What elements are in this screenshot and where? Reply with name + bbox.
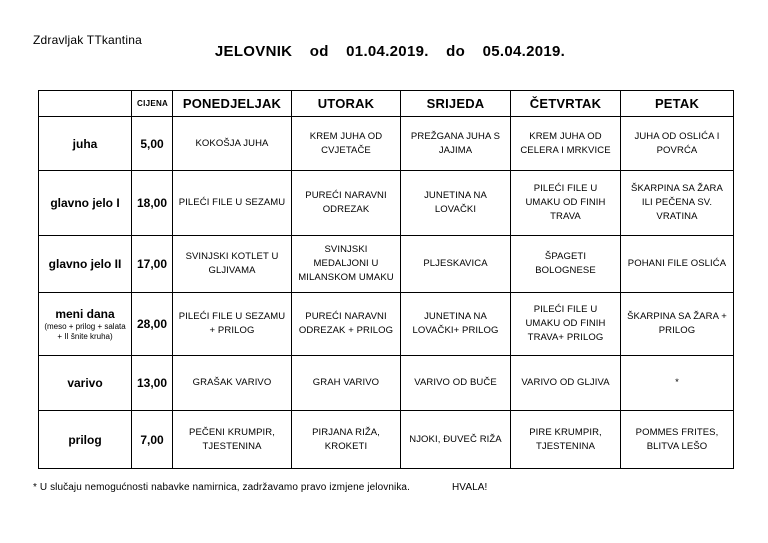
row-label: glavno jelo I <box>39 171 132 236</box>
row-sublabel: (meso + prilog + salata + II šnite kruha) <box>44 321 126 341</box>
column-header-srijeda: SRIJEDA <box>401 91 511 117</box>
dish-cell: GRAH VARIVO <box>292 356 401 411</box>
dish-cell: PILEĆI FILE U SEZAMU + PRILOG <box>173 293 292 356</box>
price-cell: 28,00 <box>132 293 173 356</box>
dish-cell: PIRE KRUMPIR, TJESTENINA <box>511 411 621 469</box>
dish-cell: PILEĆI FILE U UMAKU OD FINIH TRAVA+ PRILOG <box>511 293 621 356</box>
table-row-juha <box>39 117 734 171</box>
row-label-main: meni dana <box>55 306 115 321</box>
menu-table <box>38 90 734 469</box>
price-cell: 17,00 <box>132 236 173 293</box>
dish-cell: PUREĆI NARAVNI ODREZAK + PRILOG <box>292 293 401 356</box>
price-cell: 13,00 <box>132 356 173 411</box>
dish-cell: SVINJSKI KOTLET U GLJIVAMA <box>173 236 292 293</box>
dish-cell: ŠKARPINA SA ŽARA ILI PEČENA SV. VRATINA <box>621 171 734 236</box>
row-label <box>39 293 132 356</box>
footer-thanks-text: HVALA! <box>451 482 488 493</box>
price-cell: 18,00 <box>132 171 173 236</box>
column-header-cetvrtak: ČETVRTAK <box>511 91 621 117</box>
row-label: varivo <box>39 356 132 411</box>
dish-cell: PEČENI KRUMPIR, TJESTENINA <box>173 411 292 469</box>
dish-cell: PILEĆI FILE U UMAKU OD FINIH TRAVA <box>511 171 621 236</box>
table-row-varivo <box>39 356 734 411</box>
table-header-row <box>39 91 734 117</box>
dish-cell: JUHA OD OSLIĆA I POVRĆA <box>621 117 734 171</box>
dish-cell: PILEĆI FILE U SEZAMU <box>173 171 292 236</box>
dish-cell: PREŽGANA JUHA S JAJIMA <box>401 117 511 171</box>
dish-cell: JUNETINA NA LOVAČKI <box>401 171 511 236</box>
dish-cell: KREM JUHA OD CVJETAČE <box>292 117 401 171</box>
footer-note <box>33 482 487 493</box>
dish-cell: * <box>621 356 734 411</box>
dish-cell: SVINJSKI MEDALJONI U MILANSKOM UMAKU <box>292 236 401 293</box>
price-cell: 7,00 <box>132 411 173 469</box>
dish-cell: VARIVO OD GLJIVA <box>511 356 621 411</box>
dish-cell: JUNETINA NA LOVAČKI+ PRILOG <box>401 293 511 356</box>
price-cell: 5,00 <box>132 117 173 171</box>
dish-cell: NJOKI, ĐUVEČ RIŽA <box>401 411 511 469</box>
corner-cell <box>39 91 132 117</box>
dish-cell: VARIVO OD BUČE <box>401 356 511 411</box>
column-header-cijena: CIJENA <box>132 91 173 117</box>
table-row-prilog <box>39 411 734 469</box>
dish-cell: ŠKARPINA SA ŽARA + PRILOG <box>621 293 734 356</box>
dish-cell: POMMES FRITES, BLITVA LEŠO <box>621 411 734 469</box>
dish-cell: KOKOŠJA JUHA <box>173 117 292 171</box>
table-row-meni-dana <box>39 293 734 356</box>
page-title: JELOVNIK od 01.04.2019. do 05.04.2019. <box>214 43 566 60</box>
dish-cell: KREM JUHA OD CELERA I MRKVICE <box>511 117 621 171</box>
footer-disclaimer-text: * U slučaju nemogućnosti nabavke namirnica, zadržavamo pravo izmjene jelovnika. <box>33 482 410 493</box>
table-row-glavno-jelo-1 <box>39 171 734 236</box>
dish-cell: ŠPAGETI BOLOGNESE <box>511 236 621 293</box>
dish-cell: GRAŠAK VARIVO <box>173 356 292 411</box>
column-header-ponedjeljak: PONEDJELJAK <box>173 91 292 117</box>
row-label: glavno jelo II <box>39 236 132 293</box>
row-label: juha <box>39 117 132 171</box>
dish-cell: PUREĆI NARAVNI ODREZAK <box>292 171 401 236</box>
column-header-petak: PETAK <box>621 91 734 117</box>
dish-cell: PIRJANA RIŽA, KROKETI <box>292 411 401 469</box>
site-label: Zdravljak TTkantina <box>33 33 142 47</box>
dish-cell: PLJESKAVICA <box>401 236 511 293</box>
dish-cell: POHANI FILE OSLIĆA <box>621 236 734 293</box>
table-row-glavno-jelo-2 <box>39 236 734 293</box>
column-header-utorak: UTORAK <box>292 91 401 117</box>
row-label: prilog <box>39 411 132 469</box>
